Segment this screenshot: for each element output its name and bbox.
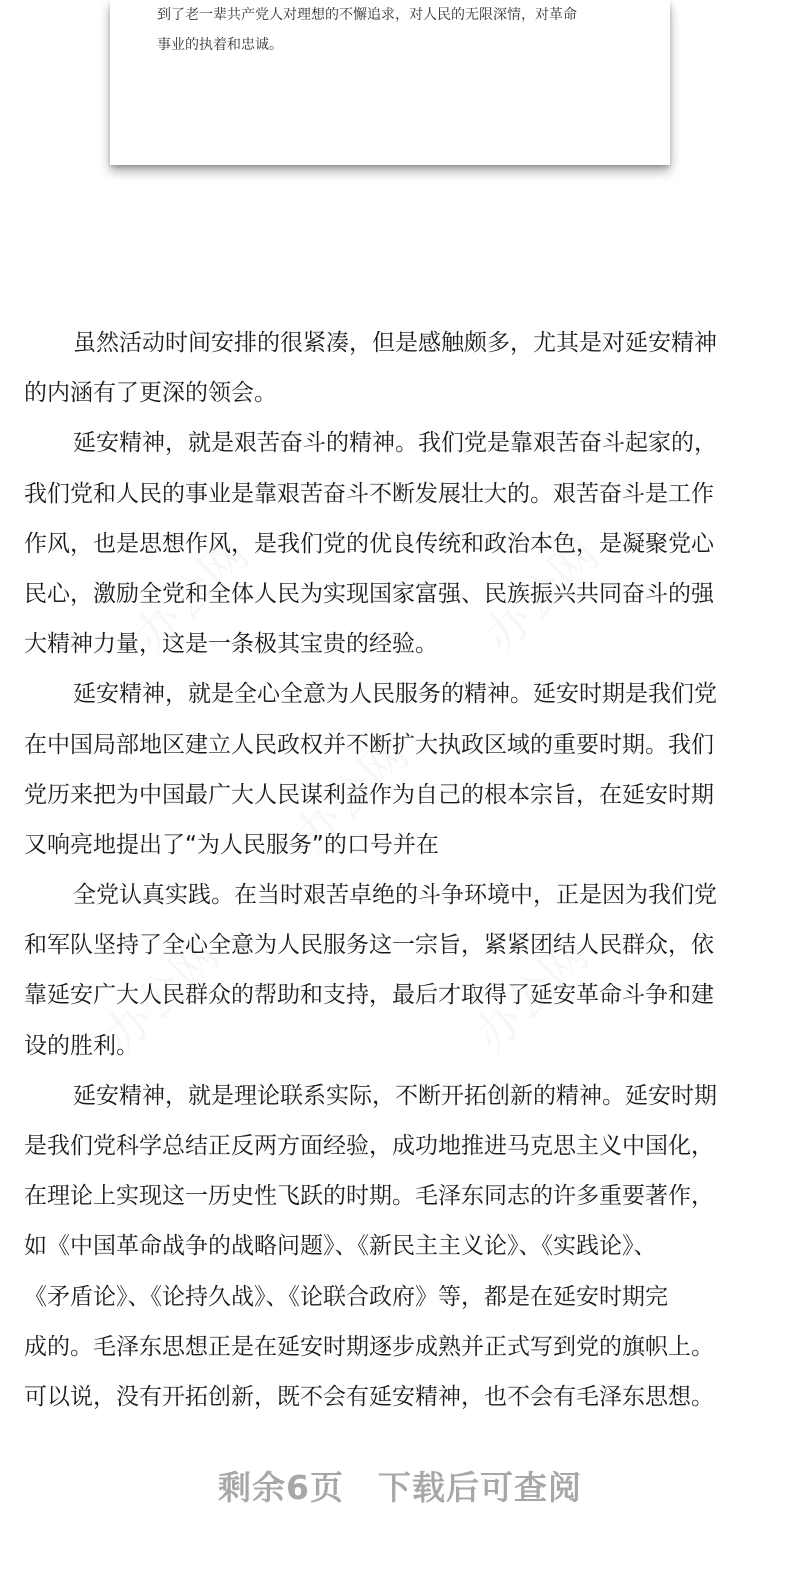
card-text [157,0,632,60]
paragraph-line: 可以说，没有开拓创新，既不会有延安精神，也不会有毛泽东思想。 [24,1383,714,1410]
paragraph-line: 作风，也是思想作风，是我们党的优良传统和政治本色，是凝聚党心 [24,530,714,557]
paragraph-line: 大精神力量，这是一条极其宝贵的经验。 [24,631,438,658]
remaining-pages-label: 剩余6页 [218,1468,344,1507]
paragraph-line: 全党认真实践。在当时艰苦卓绝的斗争环境中，正是因为我们党 [73,882,717,909]
paragraph-line: 的内涵有了更深的领会。 [24,380,277,407]
paragraph-line: 我们党和人民的事业是靠艰苦奋斗不断发展壮大的。艰苦奋斗是工作 [24,480,714,507]
paragraph-line: 成的。毛泽东思想正是在延安时期逐步成熟并正式写到党的旗帜上。 [24,1333,714,1360]
paragraph-line: 延安精神，就是理论联系实际，不断开拓创新的精神。延安时期 [73,1082,717,1109]
remaining-pages-prompt[interactable] [0,1462,800,1509]
article-body [24,318,772,1422]
paragraph-line: 如《中国革命战争的战略问题》、《新民主主义论》、《实践论》、 [24,1233,657,1260]
card-line: 事业的执着和忠诚。 [157,37,283,53]
paragraph-line: 虽然活动时间安排的很紧凑，但是感触颇多，尤其是对延安精神 [73,330,717,356]
paragraph-line: 又响亮地提出了“为人民服务”的口号并在 [24,831,439,858]
card-line: 到了老一辈共产党人对理想的不懈追求，对人民的无限深情，对革命 [157,7,577,23]
paragraph-line: 设的胜利。 [24,1032,139,1059]
paragraph-line: 延安精神，就是艰苦奋斗的精神。我们党是靠艰苦奋斗起家的， [73,430,717,457]
paragraph-line: 是我们党科学总结正反两方面经验，成功地推进马克思主义中国化， [24,1133,714,1159]
paragraph-line: 延安精神，就是全心全意为人民服务的精神。延安时期是我们党 [73,681,717,708]
paragraph-line: 靠延安广大人民群众的帮助和支持，最后才取得了延安革命斗争和建 [24,982,714,1009]
download-to-view-label: 下载后可查阅 [377,1468,582,1507]
paragraph-line: 在中国局部地区建立人民政权并不断扩大执政区域的重要时期。我们 [24,731,714,758]
paragraph-line: 和军队坚持了全心全意为人民服务这一宗旨，紧紧团结人民群众，依 [24,932,714,959]
document-preview-card [110,0,670,165]
paragraph-line: 党历来把为中国最广大人民谋利益作为自己的根本宗旨，在延安时期 [24,781,714,808]
paragraph-line: 在理论上实现这一历史性飞跃的时期。毛泽东同志的许多重要著作， [24,1183,714,1210]
paragraph-line: 《矛盾论》、《论持久战》、《论联合政府》等，都是在延安时期完 [24,1283,668,1310]
paragraph-line: 民心，激励全党和全体人民为实现国家富强、民族振兴共同奋斗的强 [24,580,714,607]
